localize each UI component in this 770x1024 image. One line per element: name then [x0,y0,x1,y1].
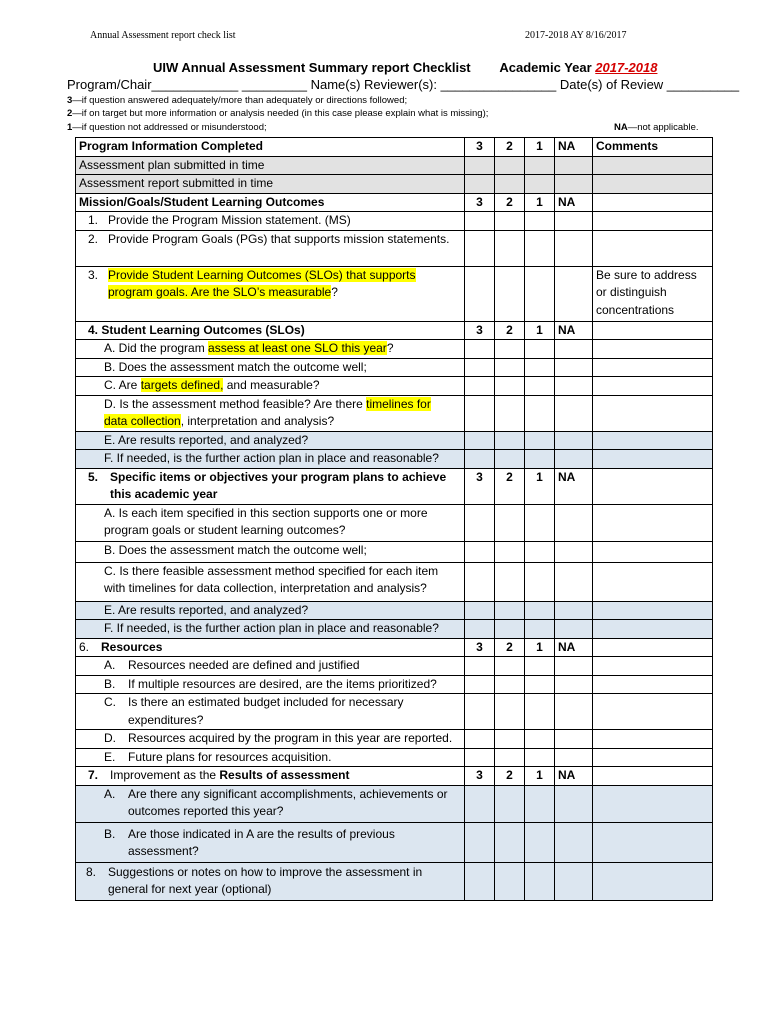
table-row: Assessment plan submitted in time [76,156,713,175]
comment-cell[interactable]: Be sure to address or distinguish concentrations [593,266,713,321]
table-row: Assessment report submitted in time [76,175,713,194]
table-row: D. Resources acquired by the program in this year are reported. [76,730,713,749]
page-title [153,60,657,75]
section-heading: Program Information Completed [76,138,465,157]
section-header-mission: Mission/Goals/Student Learning Outcomes 3 2 1 NA [76,193,713,212]
section-header-resources: 6. Resources 3 2 1 NA [76,638,713,657]
table-row: B. Does the assessment match the outcome well; [76,541,713,562]
table-row: C. Are targets defined, and measurable? [76,377,713,396]
table-row: A. Is each item specified in this section supports one or more program goals or student learning outcomes? [76,504,713,541]
table-row: F. If needed, is the further action plan in place and reasonable? [76,450,713,469]
table-row: 2. Provide Program Goals (PGs) that supports mission statements. [76,230,713,266]
running-header-left: Annual Assessment report check list [90,30,236,41]
table-row: E. Are results reported, and analyzed? [76,601,713,620]
title-main: UIW Annual Assessment Summary report Checklist [153,60,471,75]
running-header-right: 2017-2018 AY 8/16/2017 [525,30,627,41]
legend-na: NA—not applicable. [614,122,699,133]
table-row: F. If needed, is the further action plan in place and reasonable? [76,620,713,639]
section-header-program-info [76,138,713,157]
section-header-improvement: 7. Improvement as the Results of assessment 3 2 1 NA [76,767,713,786]
table-row: 1. Provide the Program Mission statement. (MS) [76,212,713,231]
score-1-header: 1 [525,138,555,157]
legend-1: 1—if question not addressed or misunderstood; [67,122,267,133]
legend-2: 2—if on target but more information or analysis needed (in this case please explain what is missing); [67,108,489,119]
table-row: E. Future plans for resources acquisition. [76,748,713,767]
section-header-slo: 4. Student Learning Outcomes (SLOs) 3 2 1 NA [76,321,713,340]
table-row: B. Does the assessment match the outcome well; [76,358,713,377]
section-header-specific: 5. Specific items or objectives your program plans to achieve this academic year 3 2 1 NA [76,468,713,504]
program-info-line: Program/Chair____________ _________ Name(s) Reviewer(s): ________________ Date(s) of Review __________ [67,77,740,92]
score-2-header: 2 [495,138,525,157]
table-row: C. Is there an estimated budget included for necessary expenditures? [76,694,713,730]
comments-header: Comments [593,138,713,157]
checklist-table [75,137,713,901]
table-row: C. Is there feasible assessment method specified for each item with timelines for data collection, interpretation and analysis? [76,562,713,601]
table-row: E. Are results reported, and analyzed? [76,431,713,450]
title-year-label: Academic Year [499,60,596,75]
table-row: A. Did the program assess at least one SLO this year? [76,340,713,359]
table-row: A. Are there any significant accomplishments, achievements or outcomes reported this year? [76,785,713,822]
table-row: B. Are those indicated in A are the results of previous assessment? [76,822,713,862]
table-row: A. Resources needed are defined and justified [76,657,713,676]
table-row: 3. Provide Student Learning Outcomes (SLOs) that supports program goals. Are the SLO’s measurable? Be sure to address or distinguish concentrations [76,266,713,321]
table-row: 8. Suggestions or notes on how to improve the assessment in general for next year (optional) [76,862,713,900]
table-row: D. Is the assessment method feasible? Are there timelines for data collection, interpretation and analysis? [76,395,713,431]
table-row: B. If multiple resources are desired, are the items prioritized? [76,675,713,694]
legend-3: 3—if question answered adequately/more than adequately or directions followed; [67,95,408,106]
score-na-header: NA [555,138,593,157]
score-3-header: 3 [465,138,495,157]
title-year-value: 2017-2018 [595,60,658,75]
